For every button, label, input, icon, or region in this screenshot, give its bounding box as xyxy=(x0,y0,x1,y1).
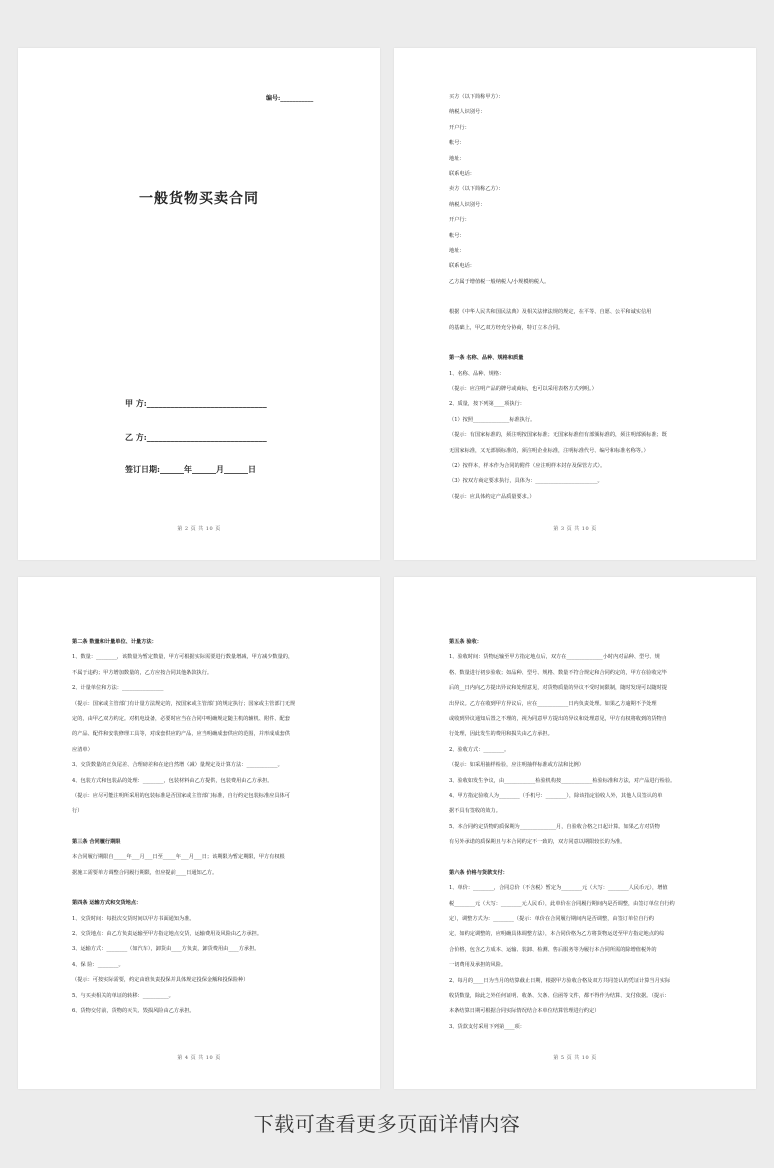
text-line: 据施工需要单方调整合同履行期限，但应提前____日通知乙方。 xyxy=(72,869,218,876)
text-line: （提示：如采用抽样检验，应注明抽样标准或方法和比例） xyxy=(449,762,584,769)
text-line: 3、验收如发生争议，由____________检验机构按____________检验标准和方法，对产品进行检验。 xyxy=(449,777,676,784)
text-line: 出异议。乙方在收到甲方异议后，应在____________日内负责处理。如果乙方逾期不予处理 xyxy=(449,700,657,707)
text-line: 收货数量，除此之外任何证明、收条、欠条、信函等文件，都不得作为结算、支付依据。（提示： xyxy=(449,992,670,999)
text-line: 的产品、配件和安装修理工具等，对成套供应的产品，应当明确成套供应的范围，并形成成套供 xyxy=(72,731,290,738)
text-line: 纳税人识别号： xyxy=(449,201,486,208)
text-line: （提示：应具体约定产品质量要求。） xyxy=(449,493,535,500)
download-more-prompt[interactable]: 下载可查看更多页面详情内容 xyxy=(253,1112,521,1136)
text-line: 帐号： xyxy=(449,140,465,147)
paragraph-gap xyxy=(72,820,328,835)
text-line: 开户行： xyxy=(449,124,470,131)
text-line: 帐号： xyxy=(449,232,465,239)
text-line: 定），调整方式为：________（提示：单价在合同履行期间内是否调整，由签订单位自行约 xyxy=(449,915,654,922)
text-line: 行） xyxy=(72,808,83,815)
text-line: 纳税人识别号： xyxy=(449,109,486,116)
text-line: （提示：应尽可能注明所采用的包装标准是否国家或主管部门标准，自行约定包装标准应具体可 xyxy=(72,793,290,800)
text-line: 3、货款支付采用下列第____项： xyxy=(449,1023,525,1030)
contract-page-3 xyxy=(394,48,756,560)
text-line: 无国家标准，又无部颁标准的，须注明企业标准，注明标准代号、编号和标准名称等。） xyxy=(449,447,649,454)
text-line: 5、与买卖相关的单证的转移：__________。 xyxy=(72,992,174,999)
contract-page-5 xyxy=(394,577,756,1089)
contract-title: 一般货物买卖合同 xyxy=(139,191,259,207)
article-heading: 第二条 数量和计量单位、计量方法： xyxy=(72,639,157,645)
text-line: 4、保 险：________。 xyxy=(72,961,124,968)
text-line: 2、每月的____日为当月的结算截止日期，根据甲方验收合格及双方共同签认的凭证计算当月实际 xyxy=(449,977,671,984)
sign-date-field: 签订日期:______年______月______日 xyxy=(125,464,256,474)
text-line: 一切费用及承担的风险。 xyxy=(449,962,507,969)
page-body xyxy=(449,90,704,505)
text-line: 联系电话： xyxy=(449,263,475,270)
party-a-field: 甲 方:______________________________ xyxy=(125,398,267,408)
text-line: 合价格，包含乙方成本、运输、装卸、检测、售后服务等为履行本合同所需的除增值税外的 xyxy=(449,946,657,953)
text-line: （提示：可按实际需要，约定由谁负责投保并具体规定投保金额和投保险种） xyxy=(72,977,249,984)
text-line: 买方（以下简称甲方）： xyxy=(449,94,504,100)
contract-number-label: 编号:___________ xyxy=(266,95,314,102)
text-line: （提示：国家或主管部门有计量方法规定的，按国家或主管部门的规定执行；国家或主管部门无规 xyxy=(72,700,296,707)
text-line: 1、单价：________，合同总价（不含税）暂定为________元（大写：________人民币元），增值 xyxy=(449,885,668,892)
text-line: 4、甲方指定验收人为________（手机号：________），除该指定验收人外，其他人员签认的单 xyxy=(449,793,663,800)
page-number: 第 2 页 共 10 页 xyxy=(177,526,221,532)
page-number: 第 3 页 共 10 页 xyxy=(553,526,597,532)
text-line: 地址： xyxy=(449,155,465,162)
text-line: 6、货物交付前，货物的灭失、毁损风险由乙方承担。 xyxy=(72,1007,195,1014)
text-line: （提示：应注明产品的牌号或商标，也可以采用表格方式列明。） xyxy=(449,385,597,392)
text-line: 的基础上，甲乙双方经充分协商，特订立本合同。 xyxy=(449,324,564,331)
paragraph-gap xyxy=(449,336,704,351)
text-line: 1、数量：________，该数量为暂定数量，甲方可根据实际需要进行数量增减，甲方减少数量的， xyxy=(72,654,294,661)
article-heading: 第三条 合同履行期限 xyxy=(72,838,121,845)
text-line: （2）按样本，样本作为合同的附件（应注明样本封存及保管方式）。 xyxy=(449,462,606,469)
text-line: 2、交货地点：由乙方负责运输至甲方指定地点交货，运输费用及风险由乙方承担。 xyxy=(72,930,263,937)
article-heading: 第五条 验收： xyxy=(449,639,482,645)
text-line: 应清单） xyxy=(72,746,93,753)
cover-page xyxy=(18,48,380,560)
text-line: 联系电话： xyxy=(449,171,475,178)
page-number: 第 5 页 共 10 页 xyxy=(553,1055,597,1061)
text-line: 3、运输方式：________（如汽车），卸货由____方负责，卸货费用由____方承担。 xyxy=(72,946,260,953)
text-line: 或收到异议通知后置之不理的，视为同意甲方提出的异议和处理意见，甲方有权将收到的货物自 xyxy=(449,716,667,723)
text-line: 2、计量单位和方法：________________ xyxy=(72,685,164,692)
page-number: 第 4 页 共 10 页 xyxy=(177,1055,221,1061)
text-line: 3、交货数量的正负尾差、合理磅差和在途自然增（减）量规定及计算方法：____________。 xyxy=(72,762,283,769)
text-line: 税________元（大写：________元人民币），此单价在合同履行期间内是否调整，由签订单位自行约 xyxy=(449,900,675,907)
contract-page-4 xyxy=(18,577,380,1089)
text-line: 地址： xyxy=(449,248,465,255)
text-line: 1、交货时间：每批次交货时间以甲方书面通知为准。 xyxy=(72,915,195,922)
text-line: 1、名称、品种、规格： xyxy=(449,370,505,377)
text-line: 2、质量，按下列第____项执行： xyxy=(449,401,525,408)
text-line: 有另外承诺的质保期且与本合同约定不一致的，双方同意以期限较长的为准。 xyxy=(449,839,626,846)
text-line: 行处理，因此发生的费用和损失由乙方承担。 xyxy=(449,731,553,738)
text-line: 4、包装方式和包装品的处理：________，包装材料由乙方提供，包装费用由乙方承担。 xyxy=(72,777,273,784)
paragraph-gap xyxy=(449,290,704,305)
page-body xyxy=(72,635,328,1019)
text-line: 2、验收方式：________。 xyxy=(449,746,510,753)
text-line: （1）按照______________标准执行。 xyxy=(449,416,536,423)
text-line: 开户行： xyxy=(449,217,470,224)
text-line: 格、数量进行初步验收；如品种、型号、规格、数量不符合规定和合同约定的，甲方在验收完毕 xyxy=(449,669,667,676)
article-heading: 第四条 运输方式和交货地点： xyxy=(72,900,142,907)
text-line: 不属于违约；甲方增加数量的，乙方应按合同其他条款执行。 xyxy=(72,669,213,676)
text-line: 卖方（以下简称乙方）： xyxy=(449,186,504,193)
text-line: 乙方属于增值税一般纳税人/小规模纳税人。 xyxy=(449,278,550,285)
text-line: 根据《中华人民共和国民法典》及相关法律法规的规定，在平等、自愿、公平和诚实信用 xyxy=(449,309,652,316)
text-line: 定，如约定调整的，应明确具体调整方法），本合同价格为乙方将货物运送至甲方指定地点的综 xyxy=(449,931,665,938)
paragraph-gap xyxy=(449,851,705,866)
article-heading: 第一条 名称、品种、规格和质量 xyxy=(449,355,524,362)
party-b-field: 乙 方:______________________________ xyxy=(125,432,267,442)
article-heading: 第六条 价格与货款支付： xyxy=(449,869,508,876)
text-line: （提示：有国家标准的，须注明按国家标准；无国家标准但有部颁标准的，须注明部颁标准；既 xyxy=(449,432,667,439)
text-line: 5、本合同约定货物的质保期为______________月，自验收合格之日起计算。如果乙方对货物 xyxy=(449,823,660,830)
text-line: 后的__日内向乙方提出异议和处理意见，对货物质量的异议不受时间限制，随时发现可以随时提 xyxy=(449,685,667,692)
text-line: 本合同履行期限自_____年___月___日至_____年___月___日；该期限为暂定期限，甲方有权根 xyxy=(72,854,285,861)
text-line: 据不具有签收的效力。 xyxy=(449,808,501,815)
page-body xyxy=(449,635,705,1035)
paragraph-gap xyxy=(72,881,328,896)
text-line: （3）按双方商定要求执行，具体为：________________________。 xyxy=(449,478,603,485)
text-line: 1、验收时间：货物运输至甲方指定地点后，双方在______________小时内对品种、型号、规 xyxy=(449,654,660,661)
text-line: 定的，由甲乙双方约定。对机电设备，必要时应当在合同中明确规定随主机的辅机、附件、配套 xyxy=(72,716,290,723)
text-line: 本条结算日期可根据合同实际情况结合本单位结算管理进行约定） xyxy=(449,1008,600,1015)
